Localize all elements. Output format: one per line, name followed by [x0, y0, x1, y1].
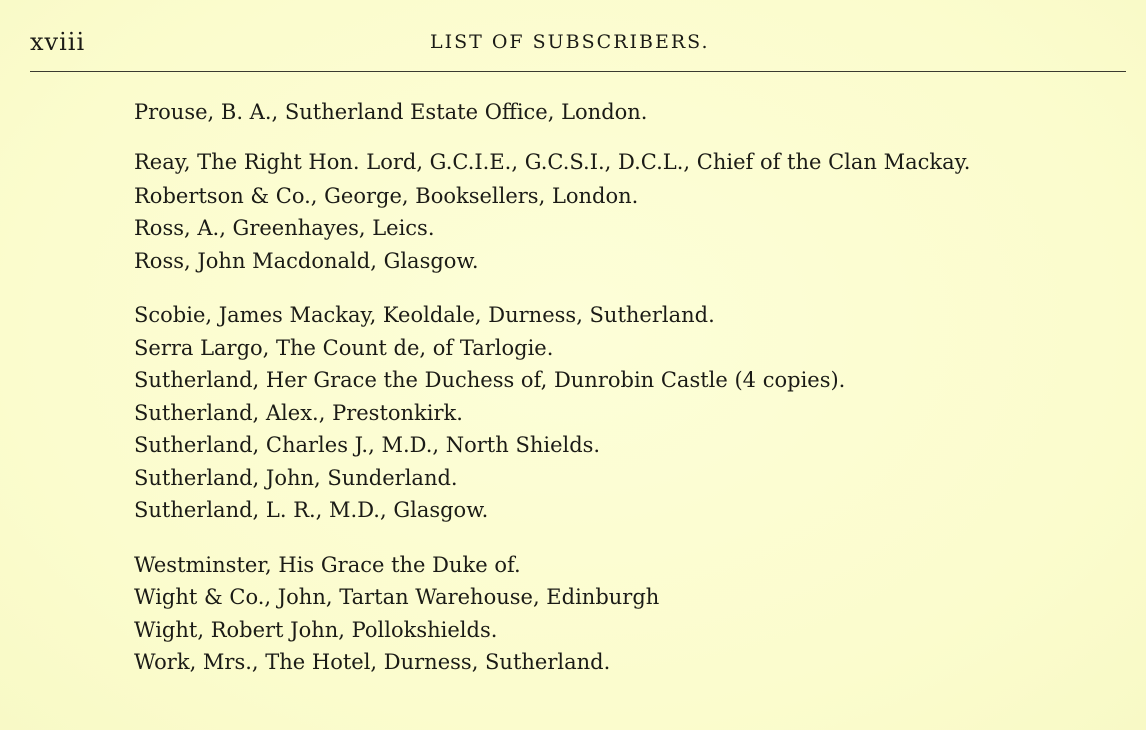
subscriber-list	[134, 96, 1034, 679]
subscriber-entry: Scobie, James Mackay, Keoldale, Durness, Sutherland.	[134, 303, 715, 327]
subscriber-entry: Serra Largo, The Count de, of Tarlogie.	[134, 335, 554, 360]
subscriber-entry: Wight & Co., John, Tartan Warehouse, Edinburgh	[134, 585, 660, 609]
subscriber-entry: Sutherland, Alex., Prestonkirk.	[134, 400, 463, 425]
page-number: xviii	[30, 28, 86, 56]
group-spacer	[134, 129, 1034, 149]
subscriber-entry: Ross, A., Greenhayes, Leics.	[134, 216, 435, 240]
subscriber-entry: Ross, John Macdonald, Glasgow.	[134, 248, 479, 273]
header-rule	[30, 71, 1126, 72]
running-head: LIST OF SUBSCRIBERS.	[430, 31, 710, 53]
subscriber-entry: Sutherland, Her Grace the Duchess of, Dunrobin Castle (4 copies).	[134, 368, 846, 392]
subscriber-entry: Work, Mrs., The Hotel, Durness, Sutherland.	[134, 650, 611, 674]
subscriber-entry: Sutherland, Charles J., M.D., North Shields.	[134, 433, 601, 457]
subscriber-entry: Sutherland, John, Sunderland.	[134, 465, 458, 490]
group-spacer	[134, 277, 1034, 299]
subscriber-entry: Reay, The Right Hon. Lord, G.C.I.E., G.C.S.I., D.C.L., Chief of the Clan Mackay.	[134, 149, 971, 174]
subscriber-entry: Prouse, B. A., Sutherland Estate Office, London.	[134, 100, 648, 124]
group-spacer	[134, 527, 1034, 549]
subscriber-entry: Robertson & Co., George, Booksellers, London.	[134, 183, 639, 208]
subscriber-entry: Westminster, His Grace the Duke of.	[134, 552, 521, 577]
subscriber-entry: Sutherland, L. R., M.D., Glasgow.	[134, 498, 489, 522]
subscriber-entry: Wight, Robert John, Pollokshields.	[134, 617, 498, 642]
